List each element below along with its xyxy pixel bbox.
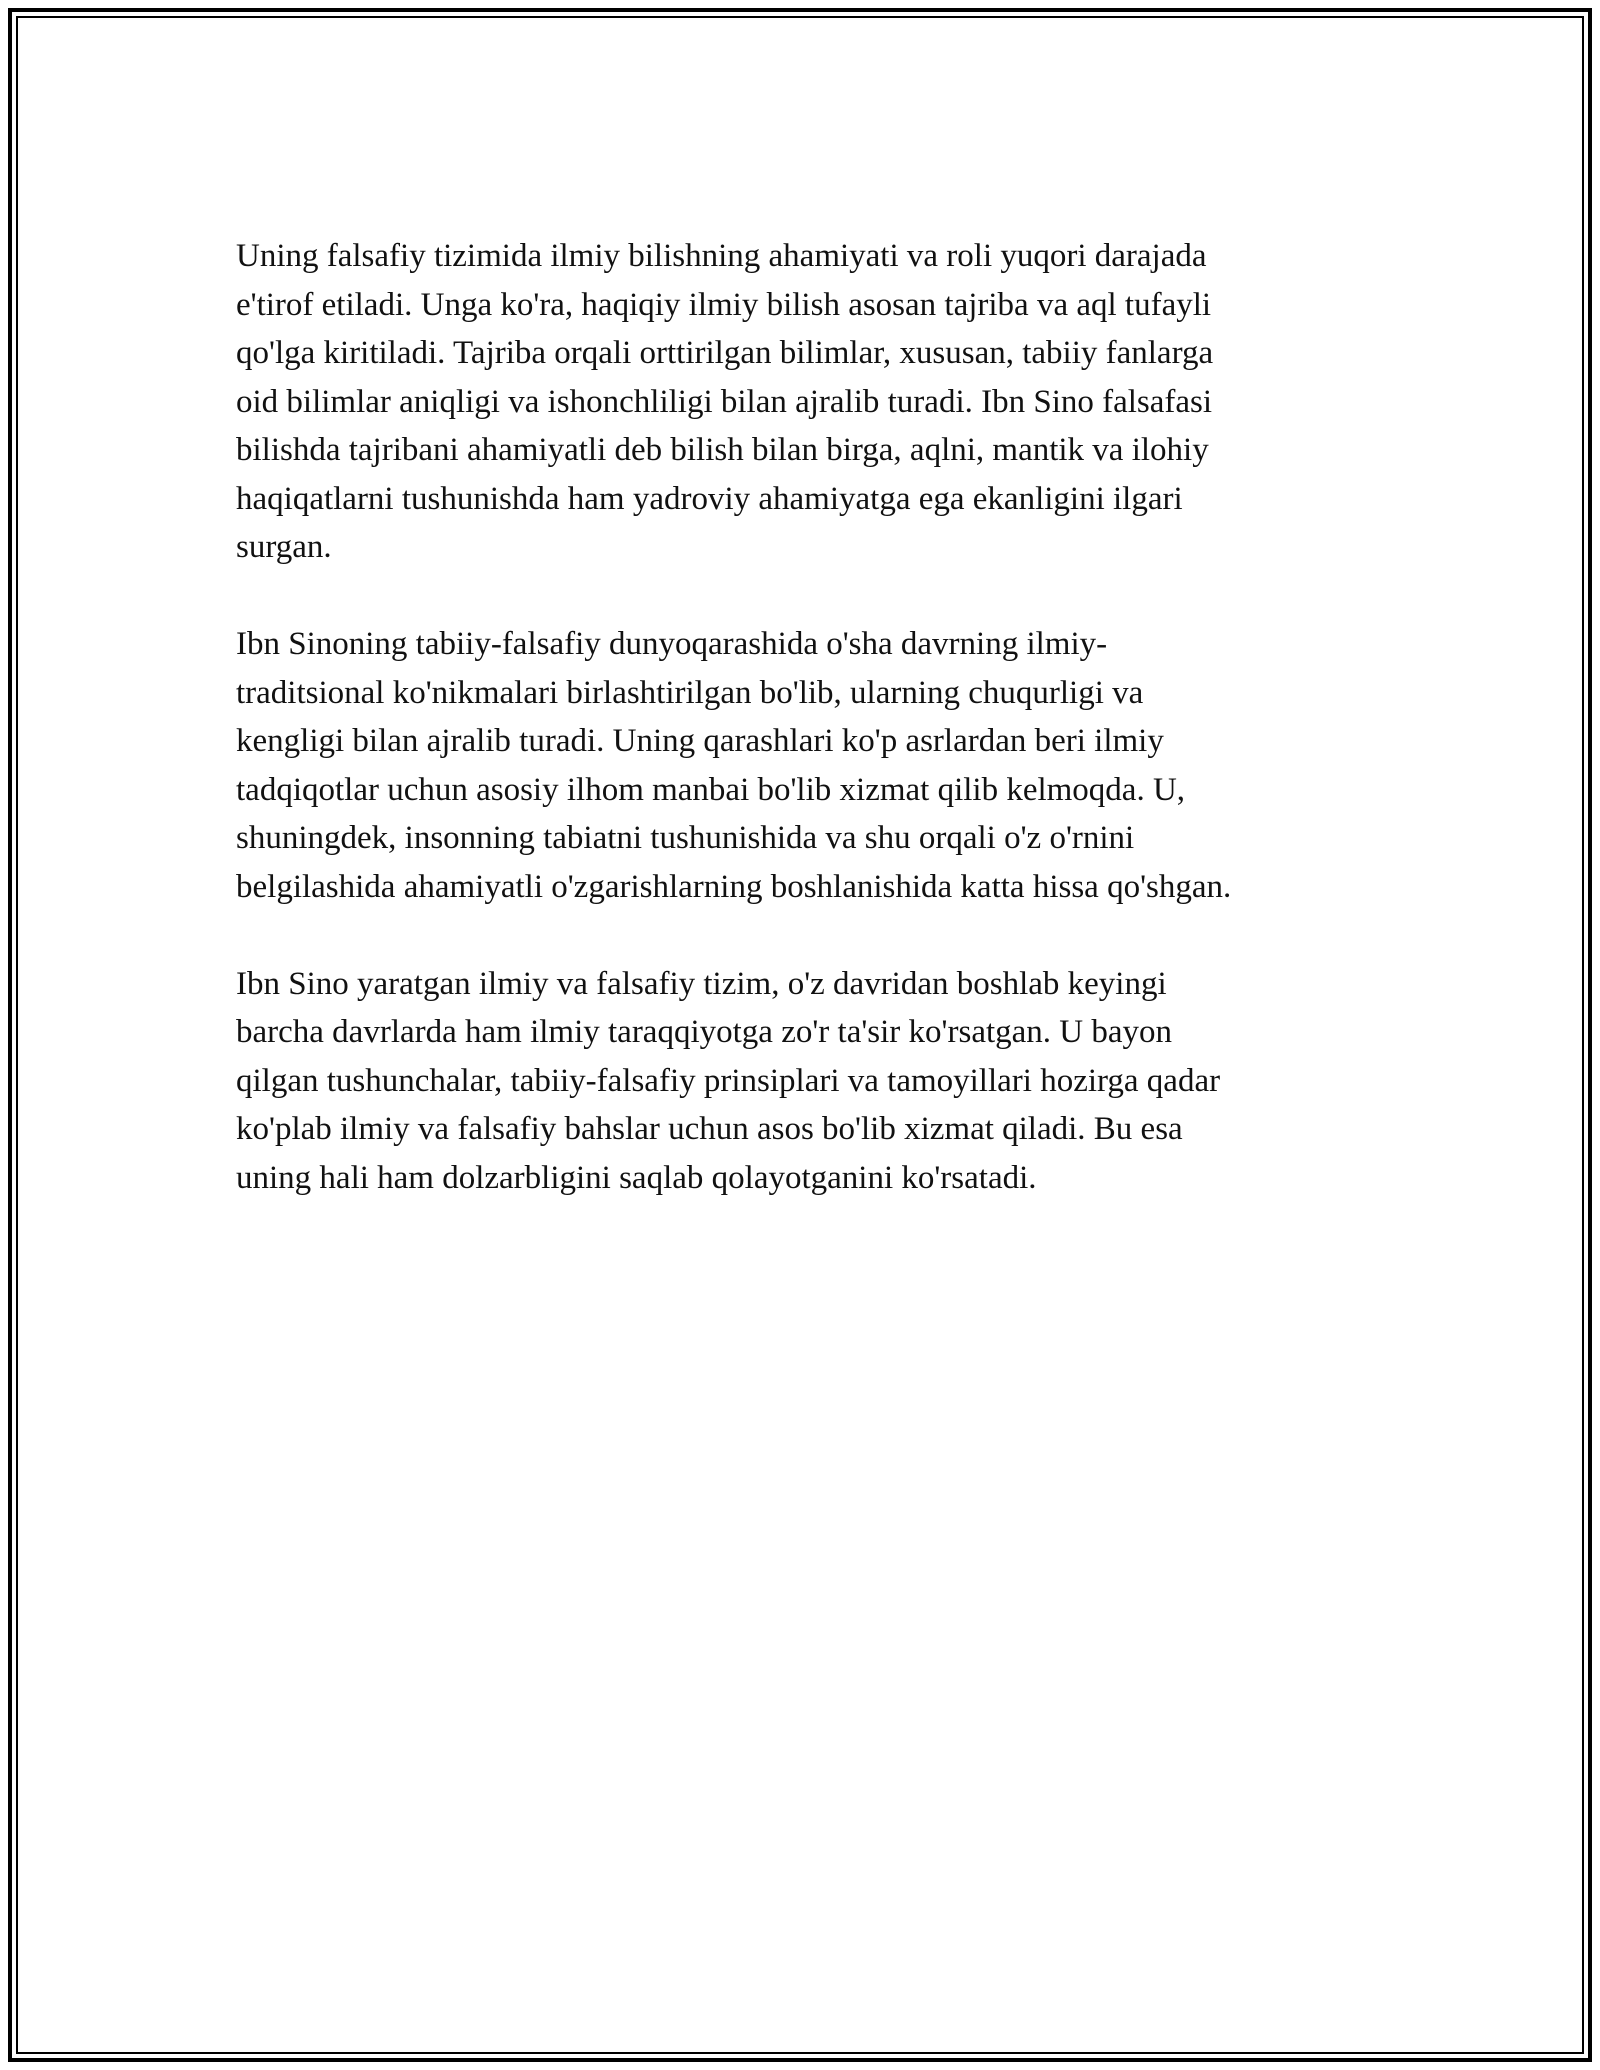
text-line: kengligi bilan ajralib turadi. Uning qarashlari ko'p asrlardan beri ilmiy [236, 723, 1164, 759]
text-line: tadqiqotlar uchun asosiy ilhom manbai bo'lib xizmat qilib kelmoqda. U, [236, 771, 1186, 808]
text-line: ko'plab ilmiy va falsafiy bahslar uchun asos bo'lib xizmat qiladi. Bu esa [236, 1111, 1183, 1147]
paragraph-3 [236, 960, 1356, 1203]
text-line: oid bilimlar aniqligi va ishonchliligi bilan ajralib turadi. Ibn Sino falsafasi [236, 383, 1213, 420]
text-line: belgilashida ahamiyatli o'zgarishlarning boshlanishida katta hissa qo'shgan. [236, 868, 1232, 905]
paragraph-2 [236, 620, 1356, 911]
text-line: qo'lga kiritiladi. Tajriba orqali orttirilgan bilimlar, xususan, tabiiy fanlarga [236, 335, 1214, 371]
text-line: uning hali ham dolzarbligini saqlab qolayotganini ko'rsatadi. [236, 1159, 1037, 1196]
text-line: bilishda tajribani ahamiyatli deb bilish bilan birga, aqlni, mantik va ilohiy [236, 432, 1209, 468]
text-line: Ibn Sinoning tabiiy-falsafiy dunyoqarashida o'sha davrning ilmiy- [236, 626, 1108, 662]
paragraph-1 [236, 232, 1356, 572]
document-body [236, 232, 1356, 1251]
text-line: barcha davrlarda ham ilmiy taraqqiyotga zo'r ta'sir ko'rsatgan. U bayon [236, 1014, 1173, 1050]
text-line: qilgan tushunchalar, tabiiy-falsafiy prinsiplari va tamoyillari hozirga qadar [236, 1062, 1221, 1099]
text-line: Uning falsafiy tizimida ilmiy bilishning ahamiyati va roli yuqori darajada [236, 238, 1207, 274]
text-line: shuningdek, insonning tabiatni tushunishida va shu orqali o'z o'rnini [236, 820, 1135, 856]
text-line: haqiqatlarni tushunishda ham yadroviy ahamiyatga ega ekanligini ilgari [236, 480, 1183, 517]
text-line: traditsional ko'nikmalari birlashtirilgan bo'lib, ularning chuqurligi va [236, 674, 1144, 711]
text-line: e'tirof etiladi. Unga ko'ra, haqiqiy ilmiy bilish asosan tajriba va aql tufayli [236, 286, 1212, 323]
text-line: Ibn Sino yaratgan ilmiy va falsafiy tizim, o'z davridan boshlab keyingi [236, 965, 1167, 1002]
text-line: surgan. [236, 529, 332, 565]
